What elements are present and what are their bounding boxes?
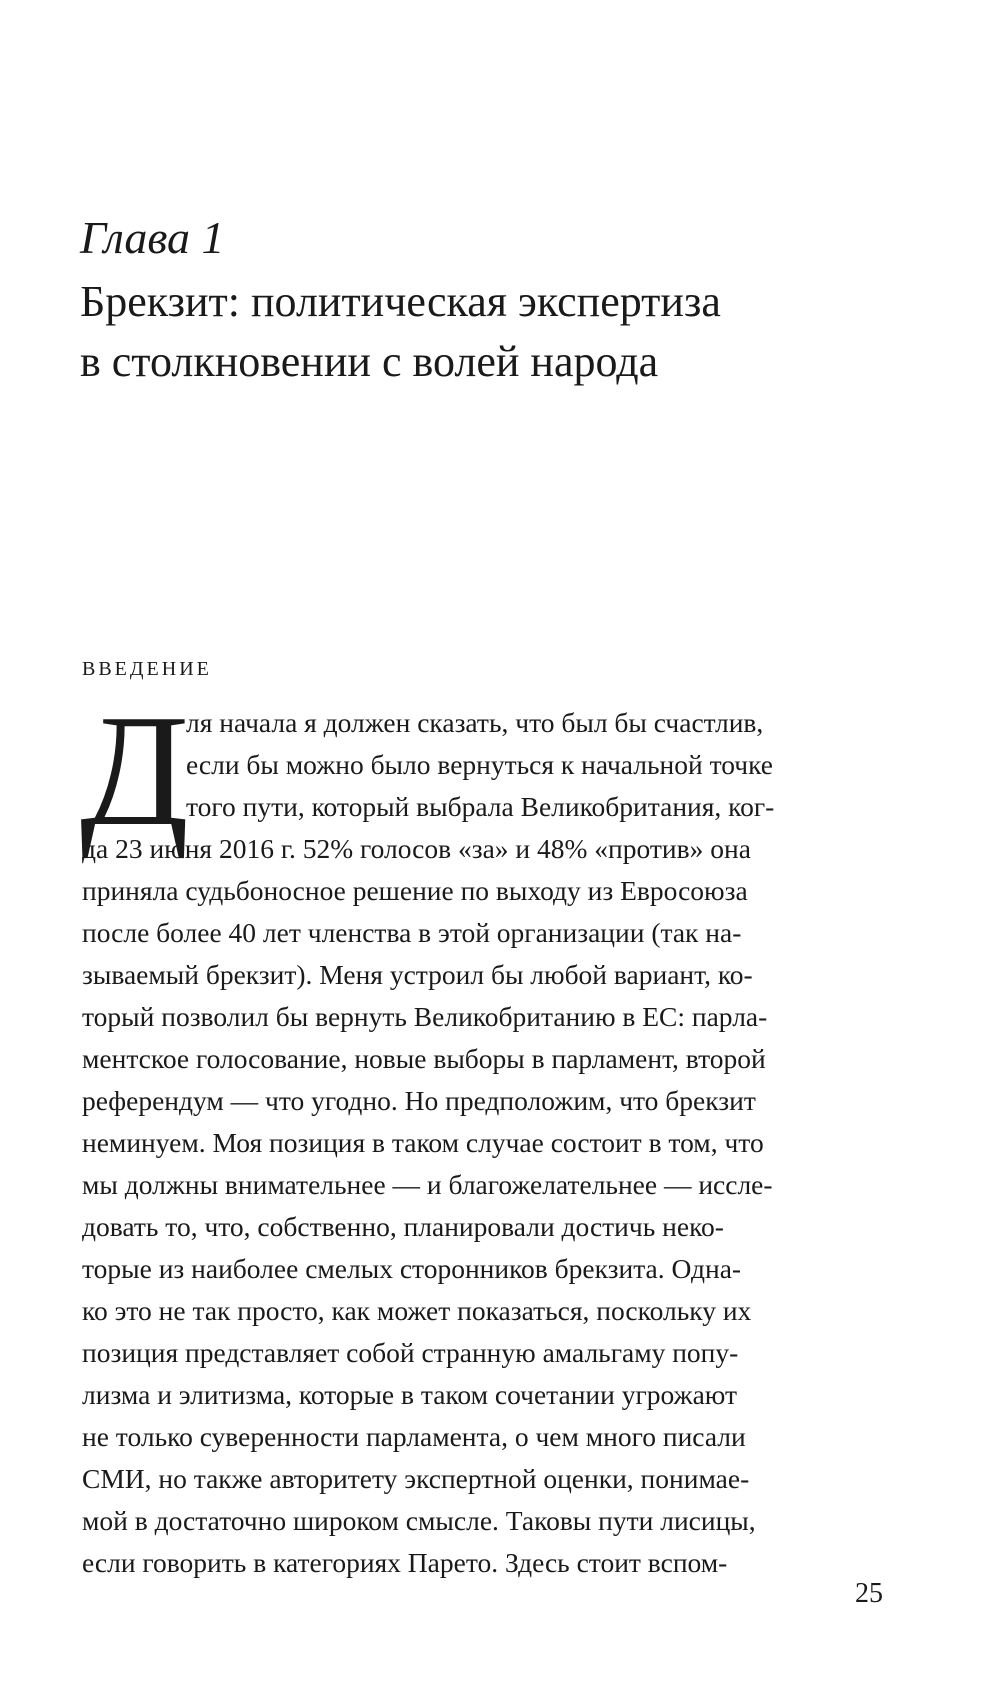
body-line: мой в достаточно широком смысле. Таковы пути лисицы, bbox=[82, 1505, 756, 1536]
body-line: лизма и элитизма, которые в таком сочетании угрожают bbox=[82, 1379, 737, 1410]
body-line: зываемый брекзит). Меня устроил бы любой вариант, ко- bbox=[82, 959, 753, 990]
chapter-label: Глава 1 bbox=[80, 212, 225, 263]
chapter-title-line: Брекзит: политическая экспертиза bbox=[80, 277, 721, 326]
body-line: если говорить в категориях Парето. Здесь стоит вспом- bbox=[82, 1547, 728, 1578]
body-line: да 23 июня 2016 г. 52% голосов «за» и 48% «против» она bbox=[82, 833, 751, 864]
body-line: ментское голосование, новые выборы в парламент, второй bbox=[82, 1043, 766, 1074]
body-line: ко это не так просто, как может показаться, поскольку их bbox=[82, 1295, 752, 1326]
body-line: СМИ, но также авторитету экспертной оценки, понимае- bbox=[82, 1463, 750, 1494]
section-heading: ВВЕДЕНИЕ bbox=[82, 658, 212, 680]
body-line: торый позволил бы вернуть Великобританию в ЕС: парла- bbox=[82, 1001, 768, 1032]
body-line: ля начала я должен сказать, что был бы счастлив, bbox=[186, 707, 764, 738]
body-line: после более 40 лет членства в этой организации (так на- bbox=[82, 917, 742, 948]
body-line: мы должны внимательнее — и благожелательнее — иссле- bbox=[82, 1169, 773, 1200]
body-line: торые из наиболее смелых сторонников брекзита. Одна- bbox=[82, 1253, 742, 1284]
body-line: позиция представляет собой странную амальгаму попу- bbox=[82, 1337, 739, 1368]
chapter-title-line: в столкновении с волей народа bbox=[80, 337, 659, 386]
drop-cap: Д bbox=[80, 681, 190, 859]
body-line: референдум — что угодно. Но предположим, что брекзит bbox=[82, 1085, 756, 1116]
body-line: если бы можно было вернуться к начальной точке bbox=[186, 749, 773, 780]
body-line: не только суверенности парламента, о чем много писали bbox=[82, 1421, 746, 1452]
body-line: довать то, что, собственно, планировали достичь неко- bbox=[82, 1211, 724, 1242]
body-line: неминуем. Моя позиция в таком случае состоит в том, что bbox=[82, 1127, 764, 1158]
body-line: приняла судьбоносное решение по выходу из Евросоюза bbox=[82, 875, 748, 906]
chapter-title bbox=[80, 272, 721, 392]
body-line: того пути, который выбрала Великобритания, ког- bbox=[186, 791, 775, 822]
page-number: 25 bbox=[855, 1578, 883, 1609]
